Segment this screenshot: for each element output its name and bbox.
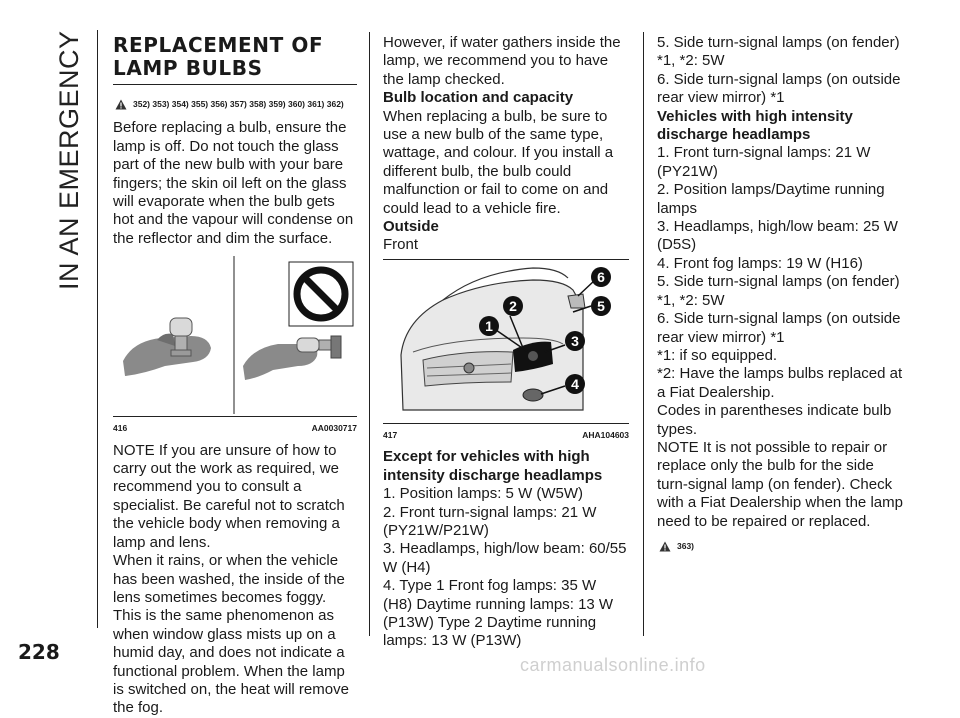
column-2	[383, 34, 629, 651]
bulb-handling-illustration	[113, 256, 357, 414]
list-item: 2. Position lamps/Daytime running lamps	[657, 181, 885, 217]
chapter-divider	[97, 30, 98, 628]
paragraph: This is the same phenomenon as when window glass mists up on a humid day, and does not indicate a functional problem. When the lamp is switched on, the heat will remove the fog.	[113, 607, 349, 717]
list-item: 5. Side turn-signal lamps (on fender) *1, *2: 5W	[657, 34, 900, 70]
footnote: *1: if so equipped.	[657, 346, 778, 364]
callout-4: 4	[571, 375, 579, 392]
figure-caption-416	[113, 419, 357, 437]
list-item: 3. Headlamps, high/low beam: 60/55 W (H4)	[383, 540, 627, 576]
warning-ref-text: 363)	[677, 540, 695, 551]
column-1	[113, 34, 357, 718]
list-item: 6. Side turn-signal lamps (on outside rear view mirror) *1	[657, 70, 901, 107]
warning-references	[115, 95, 357, 113]
section-title-line-2: LAMP BULBS	[113, 56, 263, 80]
paragraph: NOTE If you are unsure of how to carry out the work as required, we recommend you to consult a specialist. Be careful not to scratch the vehicle body when removing a lamp and lens.	[113, 441, 345, 551]
paragraph: However, if water gathers inside the lamp, we recommend you to have the lamp checked.	[383, 34, 621, 88]
subheading: Vehicles with high intensity discharge headlamps	[657, 107, 853, 144]
chapter-tab: IN AN EMERGENCY	[54, 30, 84, 290]
list-item: 2. Front turn-signal lamps: 21 W (PY21W/P21W)	[383, 503, 597, 539]
paragraph: Before replacing a bulb, ensure the lamp is off. Do not touch the glass part of the new bulb with your bare fingers; the skin oil left on the glass will evaporate when the bulb gets hot and the vapour will condense on the reflector and dim the surface.	[113, 119, 354, 247]
subheading: Except for vehicles with high intensity discharge headlamps	[383, 448, 603, 484]
figure-416	[113, 256, 357, 417]
column-divider	[369, 32, 370, 636]
section-title-line-1: REPLACEMENT OF	[113, 33, 324, 57]
figure-number: 416	[113, 423, 128, 434]
list-item: 1. Front turn-signal lamps: 21 W (PY21W)	[657, 144, 871, 180]
list-item: 3. Headlamps, high/low beam: 25 W (D5S)	[657, 218, 898, 254]
vehicle-front-illustration	[383, 260, 629, 420]
figure-code: AHA104603	[582, 429, 629, 440]
figure-caption-417	[383, 426, 629, 444]
column-divider	[643, 32, 644, 636]
warning-triangle-icon	[115, 99, 127, 110]
footnote: *2: Have the lamps bulbs replaced at a Fiat Dealership.	[657, 365, 903, 401]
callout-5: 5	[597, 297, 605, 314]
list-item: 5. Side turn-signal lamps (on fender) *1, *2: 5W	[657, 273, 900, 309]
callout-2: 2	[509, 297, 517, 314]
note-paragraph: NOTE It is not possible to repair or replace only the bulb for the side turn-signal lamp (on fender). Check with a Fiat Dealership when the lamp need to be repaired or replaced.	[657, 438, 903, 530]
subheading: Bulb location and capacity	[383, 89, 574, 107]
list-item: 4. Type 1 Front fog lamps: 35 W (H8) Daytime running lamps: 13 W (P13W) Type 2 Daytime running lamps: 13 W (P13W)	[383, 577, 614, 650]
figure-number: 417	[383, 429, 398, 440]
warning-triangle-icon	[659, 541, 671, 552]
warning-reference	[659, 537, 907, 555]
paragraph: Codes in parentheses indicate bulb types.	[657, 402, 892, 438]
column-3	[657, 34, 907, 561]
warning-refs-text: 352) 353) 354) 355) 356) 357) 358) 359) 360) 361) 362)	[133, 99, 344, 109]
paragraph: When it rains, or when the vehicle has been washed, the inside of the lens sometimes becomes foggy.	[113, 552, 345, 606]
watermark: carmanualsonline.info	[520, 655, 706, 675]
list-item: 4. Front fog lamps: 19 W (H16)	[657, 254, 863, 272]
figure-417	[383, 259, 629, 424]
callout-1: 1	[485, 317, 493, 334]
callout-6: 6	[597, 268, 605, 285]
callout-3: 3	[571, 332, 579, 349]
list-item: 6. Side turn-signal lamps (on outside rear view mirror) *1	[657, 310, 901, 346]
subheading-plain: Front	[383, 236, 419, 254]
figure-code: AA0030717	[311, 423, 357, 434]
section-title	[113, 34, 357, 85]
subheading: Outside	[383, 218, 439, 236]
page-number: 228	[18, 640, 60, 664]
list-item: 1. Position lamps: 5 W (W5W)	[383, 485, 584, 503]
paragraph: When replacing a bulb, be sure to use a new bulb of the same type, wattage, and colour. If you install a different bulb, the bulb could malfunction or fail to come on and could lead to a vehicle fire.	[383, 107, 614, 217]
